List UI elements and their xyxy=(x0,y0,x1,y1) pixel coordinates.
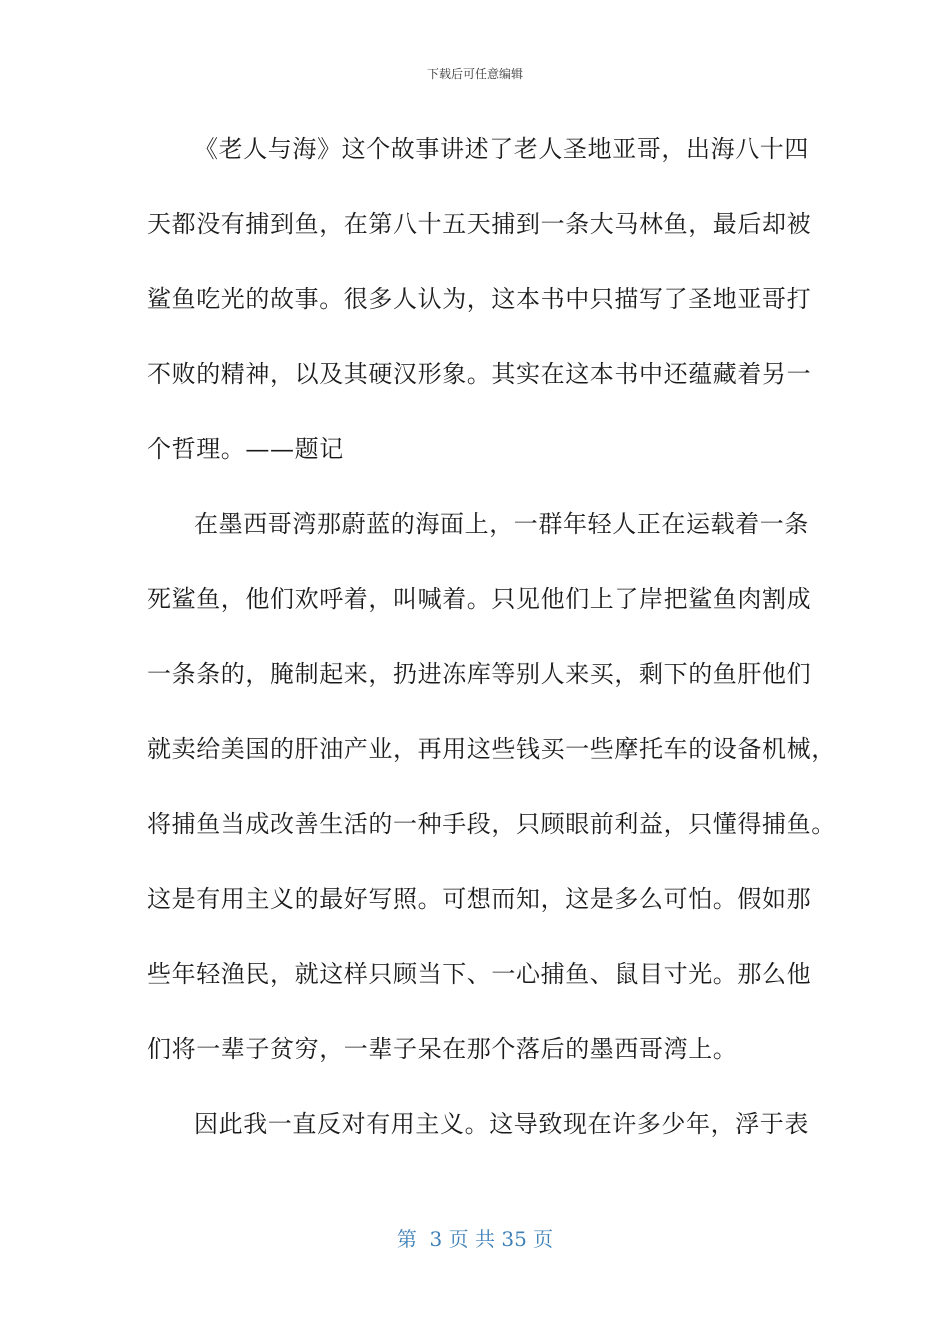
text-line: 些年轻渔民，就这样只顾当下、一心捕鱼、鼠目寸光。那么他 xyxy=(147,960,812,988)
text-line: 一条条的，腌制起来，扔进冻库等别人来买，剩下的鱼肝他们 xyxy=(147,660,812,688)
text-line: 《老人与海》这个故事讲述了老人圣地亚哥，出海八十四 xyxy=(194,135,809,163)
text-line: 鲨鱼吃光的故事。很多人认为，这本书中只描写了圣地亚哥打 xyxy=(147,285,812,313)
page-header: 下载后可任意编辑 xyxy=(426,67,523,81)
text-line: 死鲨鱼，他们欢呼着，叫喊着。只见他们上了岸把鲨鱼肉割成 xyxy=(147,585,812,613)
text-line: 们将一辈子贫穷，一辈子呆在那个落后的墨西哥湾上。 xyxy=(147,1035,738,1063)
document-body xyxy=(147,112,836,1162)
page-number-footer: 第 3 页 共 35 页 xyxy=(396,1227,554,1251)
text-line: 个哲理。——题记 xyxy=(147,435,344,463)
text-line: 将捕鱼当成改善生活的一种手段，只顾眼前利益，只懂得捕鱼。 xyxy=(147,810,836,838)
text-line: 在墨西哥湾那蔚蓝的海面上，一群年轻人正在运载着一条 xyxy=(194,510,809,538)
text-line: 天都没有捕到鱼，在第八十五天捕到一条大马林鱼，最后却被 xyxy=(147,210,812,238)
text-line: 不败的精神，以及其硬汉形象。其实在这本书中还蕴藏着另一 xyxy=(147,360,812,388)
text-line: 就卖给美国的肝油产业，再用这些钱买一些摩托车的设备机械， xyxy=(147,735,836,763)
text-line: 因此我一直反对有用主义。这导致现在许多少年，浮于表 xyxy=(194,1110,809,1138)
text-line: 这是有用主义的最好写照。可想而知，这是多么可怕。假如那 xyxy=(147,885,812,913)
